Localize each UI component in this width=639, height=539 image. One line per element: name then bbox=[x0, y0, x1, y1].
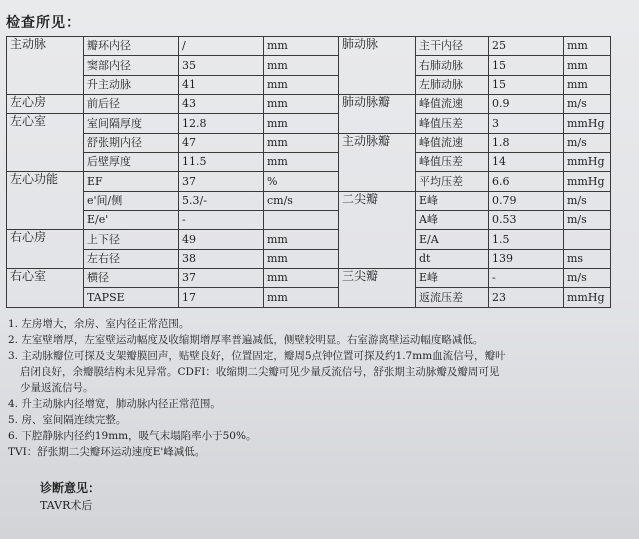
finding-line: TVI：舒张期二尖瓣环运动速度E'峰减低。 bbox=[8, 446, 206, 458]
measure-name: 横径 bbox=[84, 269, 179, 288]
finding-line: 2. 左室壁增厚，左室壁运动幅度及收缩期增厚率普遍减低，侧壁较明显。右室游离壁运动幅度略减低。 bbox=[8, 334, 484, 346]
measure-unit: mm bbox=[264, 133, 339, 152]
measure-value: 6.6 bbox=[489, 172, 564, 191]
measure-unit: mm bbox=[264, 56, 339, 75]
measure-name: e'间/侧 bbox=[84, 191, 179, 210]
measure-name: 峰值流速 bbox=[416, 133, 489, 152]
finding-line: 5. 房、室间隔连续完整。 bbox=[8, 414, 127, 426]
finding-line: 6. 下腔静脉内径约19mm，吸气末塌陷率小于50%。 bbox=[8, 430, 257, 442]
measure-value: 5.3/- bbox=[179, 191, 264, 210]
measure-unit: m/s bbox=[564, 95, 611, 114]
measure-value: 23 bbox=[489, 288, 564, 308]
measure-value: 0.53 bbox=[489, 211, 564, 230]
measure-unit: mm bbox=[264, 75, 339, 94]
table-row bbox=[7, 114, 611, 133]
measure-value: 0.9 bbox=[489, 95, 564, 114]
measure-name: EF bbox=[84, 172, 179, 191]
measure-value: 35 bbox=[179, 56, 264, 75]
measure-unit: mm bbox=[264, 269, 339, 288]
measure-value: 14 bbox=[489, 153, 564, 172]
measurement-table bbox=[6, 36, 611, 308]
table-row bbox=[7, 172, 611, 191]
measure-name: 平均压差 bbox=[416, 172, 489, 191]
finding-line: 3. 主动脉瓣位可探及支架瓣膜回声，贴壁良好，位置固定，瓣周5点钟位置可探及约1.7mm血流信号，瓣叶 bbox=[8, 350, 506, 362]
measure-value: - bbox=[489, 269, 564, 288]
measure-value: 1.8 bbox=[489, 133, 564, 152]
measure-value: 37 bbox=[179, 172, 264, 191]
measure-unit: ms bbox=[564, 249, 611, 268]
section-label: 肺动脉 bbox=[339, 37, 416, 95]
measure-name: 窦部内径 bbox=[84, 56, 179, 75]
measure-unit: mm bbox=[264, 95, 339, 114]
measure-unit: m/s bbox=[564, 211, 611, 230]
table-row bbox=[7, 211, 611, 230]
measure-value: 37 bbox=[179, 269, 264, 288]
section-label: 右心房 bbox=[7, 230, 84, 269]
finding-line: 1. 左房增大，余房、室内径正常范围。 bbox=[8, 318, 190, 330]
measure-unit: m/s bbox=[564, 133, 611, 152]
measure-name: A峰 bbox=[416, 211, 489, 230]
measure-name: E/e' bbox=[84, 211, 179, 230]
section-label: 主动脉 bbox=[7, 37, 84, 95]
table-row bbox=[7, 249, 611, 268]
measure-value: 15 bbox=[489, 75, 564, 94]
measure-name: 上下径 bbox=[84, 230, 179, 249]
measure-value: 3 bbox=[489, 114, 564, 133]
measure-unit: mm bbox=[264, 230, 339, 249]
table-row bbox=[7, 37, 611, 56]
measure-name: 室间隔厚度 bbox=[84, 114, 179, 133]
table-row bbox=[7, 288, 611, 308]
measure-value: 49 bbox=[179, 230, 264, 249]
table-row bbox=[7, 56, 611, 75]
measure-unit: mmHg bbox=[564, 153, 611, 172]
measure-unit: m/s bbox=[564, 269, 611, 288]
measure-unit bbox=[564, 230, 611, 249]
measure-name: 升主动脉 bbox=[84, 75, 179, 94]
measure-value: 139 bbox=[489, 249, 564, 268]
measure-value: - bbox=[179, 211, 264, 230]
table-row bbox=[7, 230, 611, 249]
measure-name: 左肺动脉 bbox=[416, 75, 489, 94]
measure-unit: mmHg bbox=[564, 288, 611, 308]
measure-name: 后壁厚度 bbox=[84, 153, 179, 172]
measure-unit: mm bbox=[264, 249, 339, 268]
measure-name: dt bbox=[416, 249, 489, 268]
measure-unit: mm bbox=[264, 288, 339, 308]
measure-unit: mm bbox=[264, 153, 339, 172]
finding-line: 少量返流信号。 bbox=[20, 382, 94, 394]
section-label: 左心功能 bbox=[7, 172, 84, 230]
findings-heading: 检查所见： bbox=[6, 15, 81, 31]
measure-value: 25 bbox=[489, 37, 564, 56]
measure-name: 右肺动脉 bbox=[416, 56, 489, 75]
measure-value: 38 bbox=[179, 249, 264, 268]
measure-unit: mm bbox=[564, 56, 611, 75]
measure-unit: mmHg bbox=[564, 114, 611, 133]
measure-unit: mm bbox=[564, 37, 611, 56]
measure-value: 15 bbox=[489, 56, 564, 75]
measure-value: 47 bbox=[179, 133, 264, 152]
section-label: 三尖瓣 bbox=[339, 269, 416, 308]
table-row bbox=[7, 95, 611, 114]
measure-unit: cm/s bbox=[264, 191, 339, 210]
measure-value: 11.5 bbox=[179, 153, 264, 172]
finding-line: 启闭良好，余瓣膜结构未见异常。CDFI：收缩期二尖瓣可见少量反流信号，舒张期主动脉瓣及瓣周可见 bbox=[20, 366, 500, 378]
measure-value: / bbox=[179, 37, 264, 56]
table-row bbox=[7, 153, 611, 172]
table-row bbox=[7, 191, 611, 210]
measure-name: 左右径 bbox=[84, 249, 179, 268]
measure-value: 43 bbox=[179, 95, 264, 114]
measure-name: 前后径 bbox=[84, 95, 179, 114]
table-row bbox=[7, 269, 611, 288]
measure-value: 41 bbox=[179, 75, 264, 94]
measure-name: 峰值压差 bbox=[416, 114, 489, 133]
measure-name: E峰 bbox=[416, 191, 489, 210]
measure-value: 17 bbox=[179, 288, 264, 308]
measure-name: 舒张期内径 bbox=[84, 133, 179, 152]
section-label: 右心室 bbox=[7, 269, 84, 308]
measure-name: 返流压差 bbox=[416, 288, 489, 308]
measure-unit: mmHg bbox=[564, 172, 611, 191]
measure-value: 1.5 bbox=[489, 230, 564, 249]
section-label: 左心室 bbox=[7, 114, 84, 172]
measure-value: 0.79 bbox=[489, 191, 564, 210]
measure-name: 峰值流速 bbox=[416, 95, 489, 114]
measure-name: E/A bbox=[416, 230, 489, 249]
measure-name: TAPSE bbox=[84, 288, 179, 308]
findings-list bbox=[8, 316, 628, 460]
measure-unit: mm bbox=[264, 114, 339, 133]
measure-unit: % bbox=[264, 172, 339, 191]
measure-unit: m/s bbox=[564, 191, 611, 210]
measure-name: 主干内径 bbox=[416, 37, 489, 56]
section-label: 肺动脉瓣 bbox=[339, 95, 416, 134]
measure-name: 瓣环内径 bbox=[84, 37, 179, 56]
section-label: 主动脉瓣 bbox=[339, 133, 416, 191]
measure-name: 峰值压差 bbox=[416, 153, 489, 172]
measure-unit: mm bbox=[264, 37, 339, 56]
table-row bbox=[7, 133, 611, 152]
measure-value: 12.8 bbox=[179, 114, 264, 133]
section-label: 左心房 bbox=[7, 95, 84, 114]
finding-line: 4. 升主动脉内径增宽，肺动脉内径正常范围。 bbox=[8, 398, 221, 410]
measure-name: E峰 bbox=[416, 269, 489, 288]
measure-unit bbox=[264, 211, 339, 230]
measure-unit: mm bbox=[564, 75, 611, 94]
section-label: 二尖瓣 bbox=[339, 191, 416, 268]
diagnosis-heading: 诊断意见： bbox=[40, 481, 101, 495]
table-row bbox=[7, 75, 611, 94]
diagnosis-text: TAVR术后 bbox=[40, 499, 93, 512]
